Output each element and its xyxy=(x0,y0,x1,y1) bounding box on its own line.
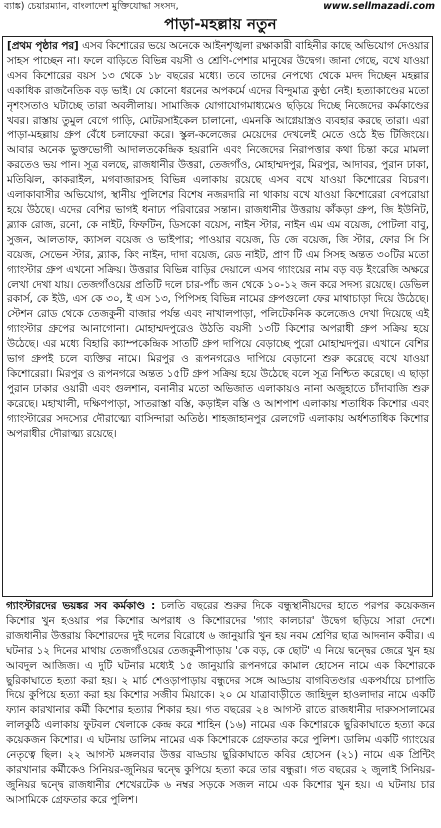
article-title: পাড়া-মহল্লায় নতুন xyxy=(164,15,277,33)
section-title: গ্যাংস্টারদের ভয়ঙ্কর সব কর্মকাণ্ড : xyxy=(6,600,156,612)
masthead-strip xyxy=(0,0,441,13)
lead-tag: [প্রথম পৃষ্ঠার পর] xyxy=(7,40,79,52)
crime-section xyxy=(6,599,435,825)
article-text: এসব কিশোরের ভয়ে অনেকে আইনশৃঙ্খলা রক্ষাকারী বাহিনীর কাছে অভিযোগ দেওয়ার সাহস পাচ্ছেন না। ফলে বাড়িতে বিভিন্ন বয়সী ও শ্রেণি-পেশার মানুষের উদ্বেগ। জানা গেছে, বখে যাওয়া এসব কিশোরের বয়স ১৩ থেকে ১৮ বছরের মধ্যে। তবে তাদের নেপথ্যে থেকে মদদ দিচ্ছেন মহল্লার একাধিক রাজনৈতিক বড় ভাই। যে কোনো ধরনের অপকর্মে এদের বিন্দুমাত্র কুণ্ঠা নেই। হত্যাকাণ্ডের মতো নৃশংসতাও ঘটাচ্ছে তারা অবলীলায়। সামাজিক যোগাযোগমাধ্যমেও ছড়িয়ে দিচ্ছে নিজেদের কর্মকাণ্ডের খবর। রাস্তায় তুমুল বেগে গাড়ি, মোটরসাইকেল চালানো, এমনকি আগ্নেয়াস্ত্রও ব্যবহার করছে তারা। এরা পাড়া-মহল্লায় গ্রুপ বেঁধে চলাফেরা করে। স্কুল-কলেজের মেয়েদের দেখলেই মেতে ওঠে ইভ টিজিংয়ে। আবার অনেক ভুক্তভোগী আদালতকেন্দ্রিক হয়রানি এবং নিজেদের নিরাপত্তার কথা চিন্তা করে মামলা করতেও ভয় পান। সূত্র বলছে, রাজধানীর উত্তরা, তেজগাঁও, মোহাম্মদপুর, মিরপুর, আদাবর, পুরান ঢাকা, মতিঝিল, কাকরাইল, মগবাজারসহ বিভিন্ন এলাকায় রয়েছে এসব বখে যাওয়া কিশোরের বিচরণ। এলাকাবাসীর অভিযোগ, স্থানীয় পুলিশের বিশেষ নজরদারি না থাকায় বখে যাওয়া কিশোরেরা বেপরোয়া হয়ে উঠছে। এদের বেশির ভাগই ধনাঢ্য পরিবারের সন্তান। রাজধানীর উত্তরায় কাঁকড়া গ্রুপ, জি ইউনিট, ব্ল্যাক রোজ, রনো, কে নাইট, ফিফটিন, ডিসকো বয়েস, নাইন স্টার, নাইন এম এম বয়েজ, পোটলা বাবু, সুজন, আলতাফ, ক্যাসল বয়েজ ও ভাইপার; পাওয়ার বয়েজ, ডি জে বয়েজ, জি স্টার, ফোর সি সি বয়েজ, সেভেন স্টার, ব্ল্যাক, কিং নাইন, দাদা বয়েজ, রেড নাইট, প্রাণ টি এম সিসহ অন্তত ৩০টির মতো গ্যাংস্টার গ্রুপ এখনো সক্রিয়। উত্তরার বিভিন্ন বাড়ির দেয়ালে এসব গ্যাংয়ের নাম বড় বড় ইংরেজি অক্ষরে লেখা দেখা যায়। তেজগাঁওয়ের প্রতিটি দলে চার-পাঁচ জন থেকে ১০-১২ জন করে সদস্য রয়েছে। ডেভিল রকার্স, কে ইউ, এস কে ৩০, ই এস ১৩, পিপিসহ বিভিন্ন নামের গ্রুপগুলো ফের মাথাচাড়া দিয়ে উঠেছে। স্টেশন রোড থেকে তেজকুনী বাজার পর্যন্ত এবং নাখালপাড়া, পলিটেকনিক কলেজেও দেখা দিয়েছে এই গ্যাংস্টার গ্রুপের আনাগোনা। মোহাম্মদপুরেও উঠতি বয়সী ১৩টি কিশোর অপরাধী গ্রুপ সক্রিয় হয়ে উঠেছে। এর মধ্যে বিহারি ক্যাম্পকেন্দ্রিক সাতটি গ্রুপ দাপিয়ে বেড়াচ্ছে পুরো মোহাম্মদপুর। এখানে বেশির ভাগ গ্রুপই চলে ব্যক্তির নামে। মিরপুর ও রূপনগরেও দাপিয়ে বেড়ানো শুরু করেছে বখে যাওয়া কিশোরেরা। মিরপুর ও রূপনগরে অন্তত ১৫টি গ্রুপ সক্রিয় হয়ে উঠেছে বলে সূত্র নিশ্চিত করেছে। এ ছাড়া পুরান ঢাকার ওয়ারী এবং গুলশান, বনানীর মতো অভিজাত এলাকায়ও নানা অজুহাতে চাঁদাবাজি শুরু করেছে। মহাখালী, দক্ষিণপাড়া, সাতরাস্তা বস্তি, কড়াইল বস্তি ও আশপাশ এলাকায় শতাধিক কিশোর এবং গ্যাংস্টারের সদস্যের দৌরাত্ম্যে বাসিন্দারা অতিষ্ঠ। শাহজাহানপুর রেলগেট এলাকায় অর্ধশতাধিক কিশোর অপরাধীর দৌরাত্ম্য রয়েছে। xyxy=(7,40,429,440)
section-text: চলতি বছরের শুরুর দিকে বন্ধুস্থানীয়দের হাতে পরপর কয়েকজন কিশোর খুন হওয়ার পর কিশোর অপরাধ ও কিশোরদের 'গ্যাং কালচার' উদ্বেগ ছড়িয়ে সারা দেশে। রাজধানীর উত্তরায় কিশোরদের দুই দলের বিরোধে ৬ জানুয়ারি খুন হয় নবম শ্রেণির ছাত্র আদনান কবীর। এ ঘটনার ১২ দিনের মাথায় তেজগাঁওয়ের তেজকুনীপাড়ায় 'কে বড়, কে ছোট' এ নিয়ে দ্বন্দ্বের জেরে খুন হয় আবদুল আজিজ। এ দুটি ঘটনার মধ্যেই ১৫ জানুয়ারি রূপনগরে কামাল হোসেন নামে এক কিশোরকে ছুরিকাঘাতে হত্যা করা হয়। ২ মার্চ শেওড়াপাড়ায় বন্ধুদের সঙ্গে আড্ডায় বাগবিতণ্ডার একপর্যায়ে চাপাতি দিয়ে কুপিয়ে হত্যা করা হয় কিশোর সজীব মিয়াকে। ২০ মে যাত্রাবাড়ীতে জাহিদুল হাওলাদার নামে একটি ফ্যান কারখানার কর্মী কিশোর হত্যার শিকার হয়। গত বছরের ২৪ আগস্ট রাতে রাজধানীর দারুসসালামের লালকুঠি এলাকায় ফুটবল খেলাকে কেন্দ্র করে শাহিন (১৬) নামের এক কিশোরকে ছুরিকাঘাতে হত্যা করে কয়েকজন কিশোর। এ ঘটনায় ডালিম নামের এক কিশোরকে গ্রেফতার করে পুলিশ। ডালিম একটি গ্যাংয়ের নেতৃত্বে ছিল। ২২ আগস্ট মঙ্গলবার উত্তর বাড্ডায় ছুরিকাঘাতে কবির হোসেন (২১) নামে এক প্রিন্টিং কারখানার কর্মীকেও সিনিয়র-জুনিয়র দ্বন্দ্বে কুপিয়ে হত্যা করে তার বন্ধুরা। গত বছরের ২ জুলাই সিনিয়র-জুনিয়র দ্বন্দ্বে রাজধানীর শেখেরটেক ৬ নম্বর সড়কে সজল নামে এক কিশোর খুন হয়। এ ঘটনায় চার আসামিকে গ্রেফতার করে পুলিশ। xyxy=(6,600,435,806)
article-box xyxy=(2,36,433,597)
masthead-text: ব্যাঙ্ক) চেয়ারম্যান, বাংলাদেশ মুক্তিযোদ্ধা সংসদ, xyxy=(4,1,179,12)
article-body xyxy=(7,39,429,441)
site-url[interactable]: www.sellmazadi.com xyxy=(323,1,435,12)
